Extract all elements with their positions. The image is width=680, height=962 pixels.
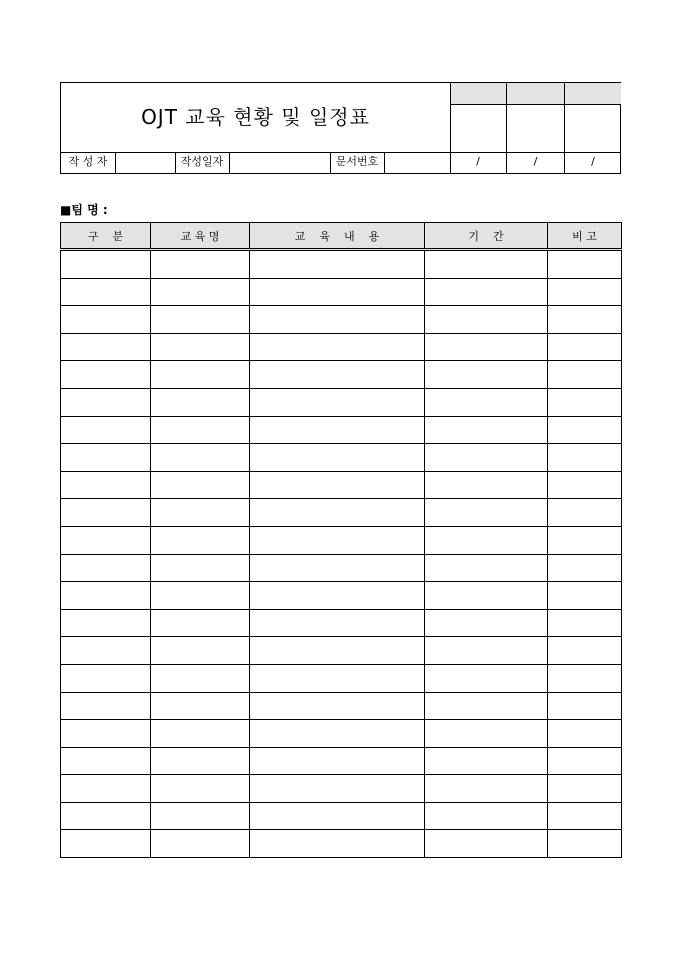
approval-slot[interactable] (450, 105, 506, 152)
table-cell[interactable] (61, 471, 151, 499)
table-cell[interactable] (425, 250, 548, 279)
team-name-label: ■팀 명 : (60, 203, 108, 217)
table-row (61, 416, 622, 444)
table-row (61, 278, 622, 306)
education-schedule-table (60, 222, 622, 858)
table-cell[interactable] (548, 526, 622, 554)
table-cell[interactable] (250, 747, 425, 775)
table-cell[interactable] (250, 333, 425, 361)
table-row (61, 802, 622, 830)
table-cell[interactable] (548, 609, 622, 637)
table-cell[interactable] (151, 471, 250, 499)
table-cell[interactable] (61, 416, 151, 444)
table-cell[interactable] (425, 830, 548, 858)
table-row (61, 306, 622, 334)
table-cell[interactable] (151, 388, 250, 416)
approval-slot[interactable] (565, 105, 621, 152)
table-cell[interactable] (548, 692, 622, 720)
column-header-period: 기 간 (425, 223, 548, 250)
table-row (61, 664, 622, 692)
document-header (60, 82, 621, 174)
table-cell[interactable] (250, 306, 425, 334)
table-row (61, 747, 622, 775)
table-cell[interactable] (548, 471, 622, 499)
table-cell[interactable] (425, 499, 548, 527)
table-cell[interactable] (250, 444, 425, 472)
table-cell[interactable] (425, 388, 548, 416)
table-cell[interactable] (425, 416, 548, 444)
table-cell[interactable] (425, 361, 548, 389)
table-cell[interactable] (548, 554, 622, 582)
table-cell[interactable] (151, 554, 250, 582)
table-cell[interactable] (151, 526, 250, 554)
table-cell[interactable] (61, 333, 151, 361)
table-row (61, 444, 622, 472)
table-row (61, 720, 622, 748)
table-cell[interactable] (250, 637, 425, 665)
doc-no-label: 문서번호 (335, 155, 379, 168)
table-cell[interactable] (250, 526, 425, 554)
column-header-remarks: 비 고 (548, 223, 622, 250)
table-cell[interactable] (61, 582, 151, 610)
table-cell[interactable] (250, 416, 425, 444)
table-cell[interactable] (548, 637, 622, 665)
table-cell[interactable] (250, 582, 425, 610)
table-cell[interactable] (151, 499, 250, 527)
table-cell[interactable] (548, 278, 622, 306)
table-cell[interactable] (425, 306, 548, 334)
table-cell[interactable] (425, 664, 548, 692)
table-cell[interactable] (425, 444, 548, 472)
table-cell[interactable] (151, 444, 250, 472)
table-cell[interactable] (151, 582, 250, 610)
table-cell[interactable] (61, 775, 151, 803)
table-cell[interactable] (548, 361, 622, 389)
table-cell[interactable] (61, 664, 151, 692)
approval-header-row (450, 83, 621, 104)
approval-slot[interactable] (507, 105, 564, 152)
column-header-category: 구 분 (61, 223, 151, 250)
table-cell[interactable] (425, 692, 548, 720)
table-cell[interactable] (61, 278, 151, 306)
date-field[interactable] (229, 153, 330, 170)
table-cell[interactable] (425, 609, 548, 637)
table-row (61, 554, 622, 582)
table-cell[interactable] (151, 306, 250, 334)
table-cell[interactable] (425, 278, 548, 306)
author-label: 작 성 자 (68, 155, 108, 168)
table-cell[interactable] (61, 830, 151, 858)
table-cell[interactable] (61, 720, 151, 748)
table-cell[interactable] (250, 471, 425, 499)
table-row (61, 582, 622, 610)
table-cell[interactable] (151, 278, 250, 306)
table-cell[interactable] (548, 444, 622, 472)
table-cell[interactable] (151, 416, 250, 444)
table-cell[interactable] (425, 333, 548, 361)
table-cell[interactable] (250, 775, 425, 803)
table-cell[interactable] (548, 830, 622, 858)
table-cell[interactable] (61, 692, 151, 720)
table-cell[interactable] (61, 388, 151, 416)
table-cell[interactable] (250, 250, 425, 279)
table-row (61, 499, 622, 527)
table-cell[interactable] (250, 664, 425, 692)
author-field[interactable] (115, 153, 175, 170)
table-cell[interactable] (61, 637, 151, 665)
table-cell[interactable] (61, 747, 151, 775)
table-cell[interactable] (425, 775, 548, 803)
table-cell[interactable] (61, 609, 151, 637)
table-cell[interactable] (425, 554, 548, 582)
table-cell[interactable] (250, 499, 425, 527)
table-cell[interactable] (250, 830, 425, 858)
date-label: 작성일자 (180, 155, 224, 168)
table-cell[interactable] (548, 250, 622, 279)
table-cell[interactable] (250, 554, 425, 582)
table-cell[interactable] (425, 802, 548, 830)
table-cell[interactable] (425, 720, 548, 748)
table-cell[interactable] (250, 361, 425, 389)
table-cell[interactable] (548, 306, 622, 334)
table-cell[interactable] (151, 720, 250, 748)
table-cell[interactable] (250, 692, 425, 720)
table-cell[interactable] (151, 637, 250, 665)
table-cell[interactable] (548, 664, 622, 692)
table-cell[interactable] (250, 609, 425, 637)
table-cell[interactable] (151, 692, 250, 720)
table-cell[interactable] (61, 444, 151, 472)
page-title: OJT 교육 현황 및 일정표 (141, 105, 370, 129)
table-cell[interactable] (250, 388, 425, 416)
table-header-row (61, 223, 622, 250)
table-cell[interactable] (61, 499, 151, 527)
table-cell[interactable] (151, 361, 250, 389)
table-cell[interactable] (151, 747, 250, 775)
doc-no-field[interactable] (384, 153, 450, 170)
table-row (61, 250, 622, 279)
table-cell[interactable] (548, 802, 622, 830)
table-cell[interactable] (250, 720, 425, 748)
table-cell[interactable] (250, 802, 425, 830)
table-cell[interactable] (425, 471, 548, 499)
table-cell[interactable] (151, 830, 250, 858)
table-cell[interactable] (548, 333, 622, 361)
table-cell[interactable] (151, 333, 250, 361)
table-row (61, 526, 622, 554)
approval-date: / (476, 155, 480, 168)
table-cell[interactable] (151, 775, 250, 803)
table-cell[interactable] (61, 250, 151, 279)
table-cell[interactable] (250, 278, 425, 306)
table-row (61, 388, 622, 416)
table-row (61, 361, 622, 389)
table-cell[interactable] (151, 664, 250, 692)
table-cell[interactable] (548, 747, 622, 775)
column-header-content: 교 육 내 용 (250, 223, 425, 250)
table-row (61, 692, 622, 720)
table-row (61, 333, 622, 361)
table-cell[interactable] (548, 499, 622, 527)
column-header-course-name: 교 육 명 (151, 223, 250, 250)
table-cell[interactable] (548, 775, 622, 803)
table-cell[interactable] (425, 637, 548, 665)
table-cell[interactable] (61, 802, 151, 830)
table-row (61, 637, 622, 665)
approval-date: / (591, 155, 595, 168)
table-cell[interactable] (61, 554, 151, 582)
table-cell[interactable] (151, 802, 250, 830)
approval-date: / (533, 155, 538, 168)
table-row (61, 775, 622, 803)
table-cell[interactable] (548, 388, 622, 416)
table-cell[interactable] (425, 582, 548, 610)
table-cell[interactable] (548, 582, 622, 610)
table-cell[interactable] (548, 720, 622, 748)
table-cell[interactable] (151, 609, 250, 637)
table-cell[interactable] (61, 306, 151, 334)
table-cell[interactable] (425, 526, 548, 554)
table-cell[interactable] (151, 250, 250, 279)
table-cell[interactable] (425, 747, 548, 775)
table-cell[interactable] (548, 416, 622, 444)
table-cell[interactable] (61, 361, 151, 389)
table-cell[interactable] (61, 526, 151, 554)
table-row (61, 830, 622, 858)
table-row (61, 471, 622, 499)
table-row (61, 609, 622, 637)
